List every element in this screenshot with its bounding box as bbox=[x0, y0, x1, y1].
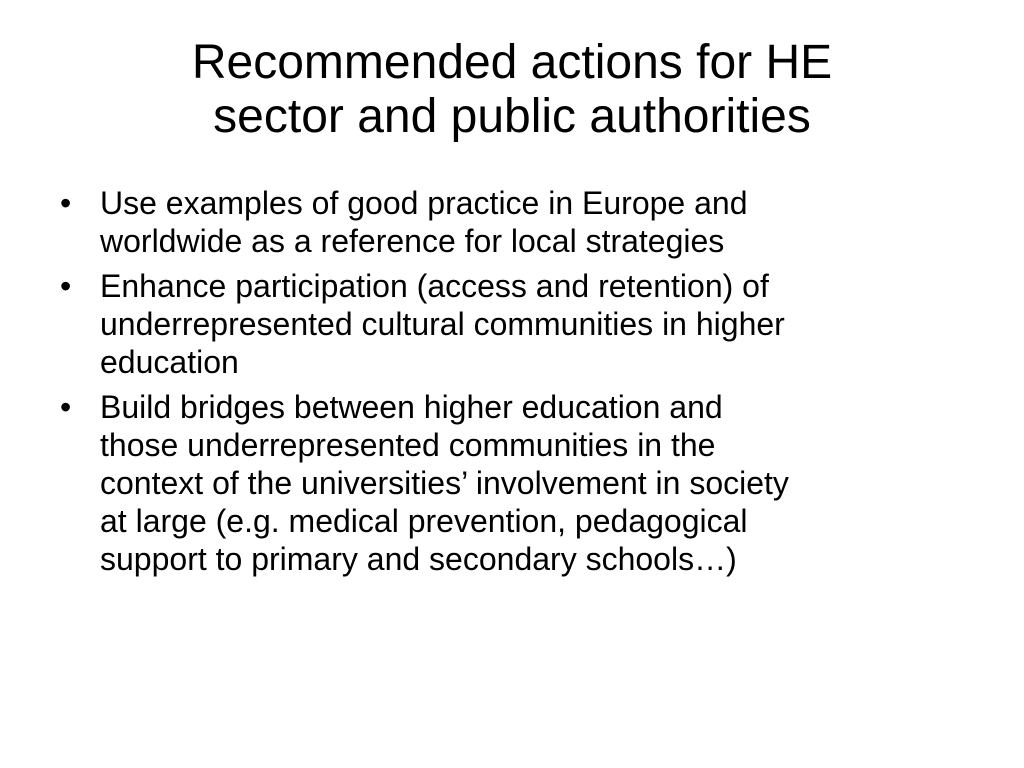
bullet-text-line: those underrepresented communities in the bbox=[100, 427, 716, 463]
bullet-item-good-practice bbox=[57, 184, 977, 260]
bullet-text-line: education bbox=[100, 344, 239, 380]
slide-title bbox=[60, 36, 964, 144]
bullet-marker: • bbox=[60, 185, 72, 221]
bullet-marker: • bbox=[60, 268, 72, 304]
bullet-marker: • bbox=[60, 389, 72, 425]
bullet-text-line: support to primary and secondary schools…) bbox=[100, 541, 737, 577]
bullet-text-line: underrepresented cultural communities in higher bbox=[100, 306, 785, 342]
bullet-text-line: context of the universities’ involvement in society bbox=[100, 465, 789, 501]
bullet-text-line: worldwide as a reference for local strategies bbox=[100, 223, 725, 259]
bullet-text-line: Enhance participation (access and retention) of bbox=[100, 268, 769, 304]
bullet-text-line: at large (e.g. medical prevention, pedagogical bbox=[100, 503, 748, 539]
bullet-item-build-bridges bbox=[57, 388, 977, 578]
slide-title-line-1: Recommended actions for HE bbox=[191, 36, 833, 89]
bullet-text-line: Build bridges between higher education and bbox=[100, 389, 723, 425]
bullet-text-line: Use examples of good practice in Europe and bbox=[100, 185, 748, 221]
slide-title-line-2: sector and public authorities bbox=[213, 90, 811, 143]
bullet-item-participation bbox=[57, 267, 977, 381]
bullet-list bbox=[57, 184, 977, 585]
